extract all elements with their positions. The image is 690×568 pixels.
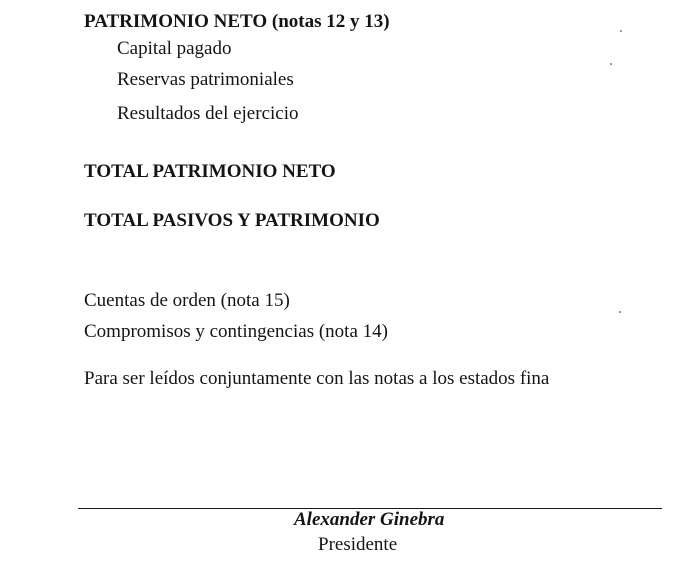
item-resultados-ejercicio: Resultados del ejercicio xyxy=(117,103,299,124)
scan-speck xyxy=(620,30,622,32)
total-pasivos-y-patrimonio: TOTAL PASIVOS Y PATRIMONIO xyxy=(84,210,380,231)
signatory-name: Alexander Ginebra xyxy=(294,509,445,530)
scan-speck xyxy=(610,63,612,65)
item-capital-pagado: Capital pagado xyxy=(117,38,232,59)
patrimonio-heading: PATRIMONIO NETO (notas 12 y 13) xyxy=(84,11,390,32)
item-reservas-patrimoniales: Reservas patrimoniales xyxy=(117,69,294,90)
compromisos-contingencias: Compromisos y contingencias (nota 14) xyxy=(84,321,388,342)
scan-speck xyxy=(619,311,621,313)
total-patrimonio-neto: TOTAL PATRIMONIO NETO xyxy=(84,161,336,182)
notes-reference: Para ser leídos conjuntamente con las notas a los estados fina xyxy=(84,368,550,389)
signatory-title: Presidente xyxy=(318,534,398,555)
cuentas-de-orden: Cuentas de orden (nota 15) xyxy=(84,290,290,311)
